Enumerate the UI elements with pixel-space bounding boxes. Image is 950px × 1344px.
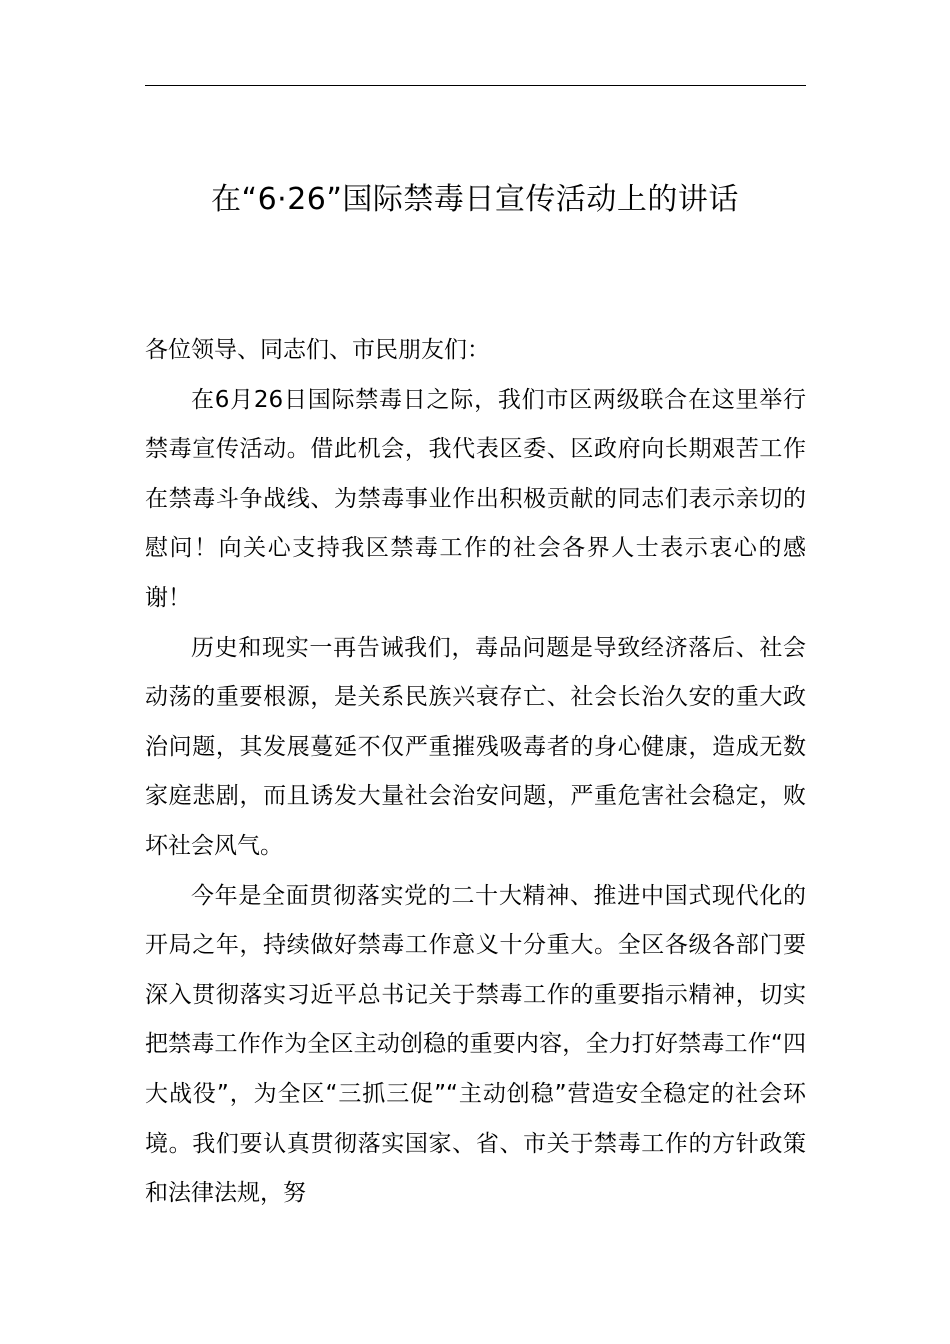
salutation: 各位领导、同志们、市民朋友们： — [145, 337, 490, 363]
paragraph-3: 今年是全面贯彻落实党的二十大精神、推进中国式现代化的开局之年，持续做好禁毒工作意义十分重大。全区各级各部门要深入贯彻落实习近平总书记关于禁毒工作的重要指示精神，切实把禁毒工作作为全区主动创稳的重要内容，全力打好禁毒工作“四大战役”，为全区“三抓三促”“主动创稳”营造安全稳定的社会环境。我们要认真贯彻落实国家、省、市关于禁毒工作的方针政策和法律法规，努 — [145, 882, 806, 1207]
header-rule — [145, 85, 806, 86]
paragraph-2: 历史和现实一再告诫我们，毒品问题是导致经济落后、社会动荡的重要根源，是关系民族兴衰存亡、社会长治久安的重大政治问题，其发展蔓延不仅严重摧残吸毒者的身心健康，造成无数家庭悲剧，而且诱发大量社会治安问题，严重危害社会稳定，败坏社会风气。 — [145, 634, 806, 859]
paragraph-1: 在6月26日国际禁毒日之际，我们市区两级联合在这里举行禁毒宣传活动。借此机会，我代表区委、区政府向长期艰苦工作在禁毒斗争战线、为禁毒事业作出积极贡献的同志们表示亲切的慰问！向关心支持我区禁毒工作的社会各界人士表示衷心的感谢！ — [145, 386, 806, 611]
speech-body — [145, 326, 806, 1219]
page-title: 在“6·26”国际禁毒日宣传活动上的讲话 — [211, 182, 739, 217]
